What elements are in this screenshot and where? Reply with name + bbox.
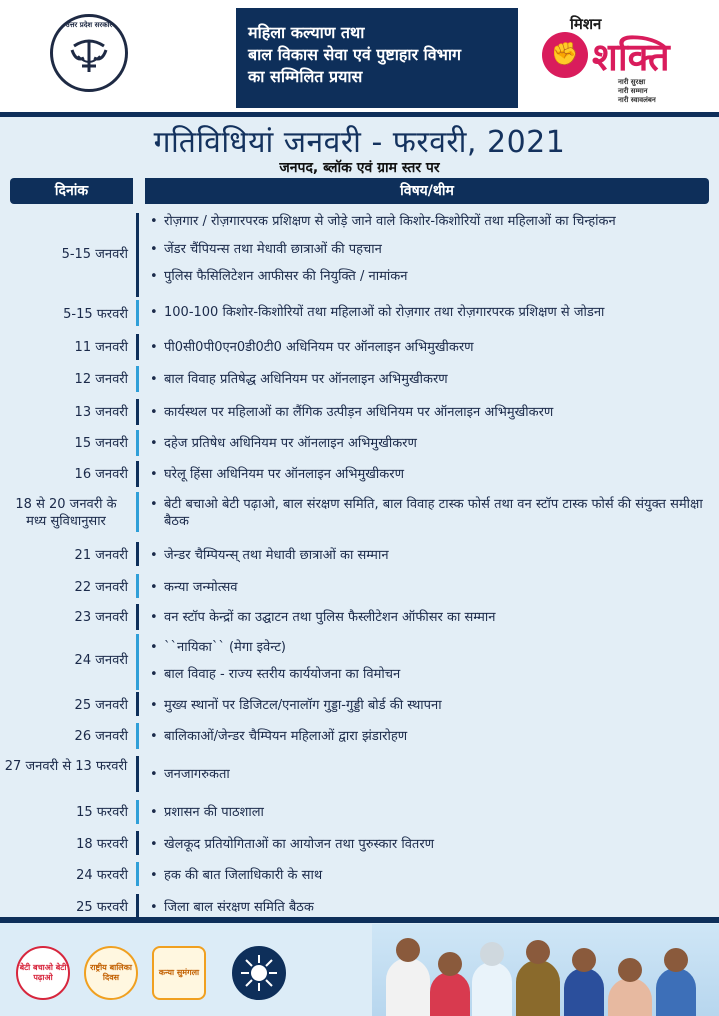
emblem-text: उत्तर प्रदेश सरकार xyxy=(65,21,113,29)
row-date: 18 से 20 जनवरी के मध्य सुविधानुसार xyxy=(15,497,117,529)
row-topic-item: • दहेज प्रतिषेध अधिनियम पर ऑनलाइन अभिमुखीकरण xyxy=(150,435,710,452)
row-topic-item: • 100-100 किशोर-किशोरियों तथा महिलाओं को रोज़गार तथा रोज़गारपरक प्रशिक्षण से जोडना xyxy=(150,304,710,321)
header-divider xyxy=(0,112,719,117)
row-divider-bar xyxy=(136,542,139,566)
row-date: 15 फरवरी xyxy=(76,805,128,820)
person-figure xyxy=(472,962,512,1016)
row-topic-item: • प्रशासन की पाठशाला xyxy=(150,804,710,821)
row-topic-item: • बालिकाओं/जेन्डर चैम्पियन महिलाओं द्वारा झंडारोहण xyxy=(150,728,710,745)
row-topic-item: • पुलिस फैसिलिटेशन आफीसर की नियुक्ति / नामांकन xyxy=(150,268,710,285)
row-date: 25 जनवरी xyxy=(74,698,128,713)
row-date: 26 जनवरी xyxy=(74,729,128,744)
row-topic-item: • खेलकूद प्रतियोगिताओं का आयोजन तथा पुरुस्कार वितरण xyxy=(150,836,710,853)
mission-tag-1: नारी सुरक्षा xyxy=(618,78,646,86)
row-topic-item: • ``नायिका`` (मेगा इवेन्ट) xyxy=(150,639,710,656)
row-topic-item: • कन्या जन्मोत्सव xyxy=(150,579,710,596)
beti-bachao-logo xyxy=(16,946,70,1000)
row-date: 18 फरवरी xyxy=(76,837,128,852)
row-divider-bar xyxy=(136,430,139,456)
row-divider-bar xyxy=(136,756,139,792)
icds-icon xyxy=(237,951,281,995)
row-topic-item: • पी0सी0पी0एन0डी0टी0 अधिनियम पर ऑनलाइन अभिमुखीकरण xyxy=(150,339,710,356)
row-date: 24 फरवरी xyxy=(76,868,128,883)
row-date: 11 जनवरी xyxy=(74,340,128,355)
row-date: 24 जनवरी xyxy=(74,653,128,668)
row-date: 13 जनवरी xyxy=(74,405,128,420)
row-divider-bar xyxy=(136,461,139,487)
kanya-sumangala-logo xyxy=(152,946,206,1000)
row-date: 25 फरवरी xyxy=(76,900,128,915)
person-figure xyxy=(608,978,652,1016)
row-divider-bar xyxy=(136,723,139,749)
row-date: 16 जनवरी xyxy=(74,467,128,482)
mission-tag-3: नारी स्वावलंबन xyxy=(618,96,656,104)
row-topic-item: • जेंडर चैंपियन्स तथा मेधावी छात्राओं की पहचान xyxy=(150,241,710,258)
fist-icon: ✊ xyxy=(542,32,588,78)
row-topic-item: • घरेलू हिंसा अधिनियम पर ऑनलाइन अभिमुखीकरण xyxy=(150,466,710,483)
emblem-icon xyxy=(64,28,114,78)
person-figure xyxy=(386,958,430,1016)
row-divider-bar xyxy=(136,604,139,630)
row-divider-bar xyxy=(136,894,139,918)
row-topic-item: • बेटी बचाओ बेटी पढ़ाओ, बाल संरक्षण समिति, बाल विवाह टास्क फोर्स तथा वन स्टॉप टास्क फोर्स की संयुक्त समीक्षा बैठक xyxy=(150,496,710,530)
row-divider-bar xyxy=(136,334,139,360)
row-topic-item: • बाल विवाह प्रतिषेद्ध अधिनियम पर ऑनलाइन अभिमुखीकरण xyxy=(150,371,710,388)
row-topic-item: • हक की बात जिलाधिकारी के साथ xyxy=(150,867,710,884)
up-government-emblem xyxy=(50,14,128,92)
department-banner xyxy=(236,8,518,108)
page-subtitle: जनपद, ब्लॉक एवं ग्राम स्तर पर xyxy=(279,160,440,176)
row-topic-item: • बाल विवाह - राज्य स्तरीय कार्ययोजना का विमोचन xyxy=(150,666,710,683)
row-divider-bar xyxy=(136,300,139,326)
state-logo-area xyxy=(0,0,230,115)
row-divider-bar xyxy=(136,399,139,425)
row-divider-bar xyxy=(136,634,139,690)
person-figure xyxy=(656,968,696,1016)
mission-shakti-logo xyxy=(534,10,709,108)
row-divider-bar xyxy=(136,831,139,855)
shakti-label: शक्ति xyxy=(592,34,670,79)
row-topic-item: • रोज़गार / रोज़गारपरक प्रशिक्षण से जोड़े जाने वाले किशोर-किशोरियों तथा महिलाओं का चिन्हांकन xyxy=(150,213,710,230)
date-column-header: दिनांक xyxy=(10,178,133,204)
person-figure xyxy=(564,968,604,1016)
person-figure xyxy=(516,960,560,1016)
row-date: 23 जनवरी xyxy=(74,610,128,625)
row-topic-item: • वन स्टॉप केन्द्रों का उद्घाटन तथा पुलिस फैस्लीटेशन ऑफीसर का सम्मान xyxy=(150,609,710,626)
row-topic-item: • जेन्डर चैम्पियन्स् तथा मेधावी छात्राओं का सम्मान xyxy=(150,547,710,564)
row-date: 15 जनवरी xyxy=(74,436,128,451)
row-date: 5-15 जनवरी xyxy=(61,247,128,262)
page-title: गतिविधियां जनवरी - फरवरी, 2021 xyxy=(153,125,566,160)
row-divider-bar xyxy=(136,800,139,824)
row-divider-bar xyxy=(136,574,139,598)
row-topic-item: • मुख्य स्थानों पर डिजिटल/एनालॉग गुड्डा-गुड्डी बोर्ड की स्थापना xyxy=(150,697,710,714)
row-topic-item: • कार्यस्थल पर महिलाओं का लैंगिक उत्पीड़न अधिनियम पर ऑनलाइन अभिमुखीकरण xyxy=(150,404,710,421)
topic-column-header: विषय/थीम xyxy=(145,178,709,204)
row-date: 5-15 फरवरी xyxy=(63,307,128,322)
balika-diwas-logo xyxy=(84,946,138,1000)
row-divider-bar xyxy=(136,862,139,886)
mission-label: मिशन xyxy=(570,15,602,33)
row-topic-item: • जिला बाल संरक्षण समिति बैठक xyxy=(150,899,710,916)
row-date: 12 जनवरी xyxy=(74,372,128,387)
row-divider-bar xyxy=(136,692,139,716)
row-date: 27 जनवरी से 13 फरवरी xyxy=(4,759,128,774)
department-line-2: बाल विकास सेवा एवं पुष्टाहार विभाग xyxy=(248,45,462,64)
row-date: 22 जनवरी xyxy=(74,580,128,595)
icds-logo xyxy=(232,946,286,1000)
women-collage-photo xyxy=(372,924,719,1016)
beti-bachao-label: बेटी बचाओ बेटी पढ़ाओ xyxy=(19,963,67,982)
row-divider-bar xyxy=(136,492,139,532)
row-divider-bar xyxy=(136,213,139,297)
kanya-sumangala-label: कन्या सुमंगला xyxy=(158,968,200,977)
balika-diwas-label: राष्ट्रीय बालिका दिवस xyxy=(90,963,132,982)
department-line-3: का सम्मिलित प्रयास xyxy=(248,67,363,86)
row-divider-bar xyxy=(136,366,139,392)
person-figure xyxy=(430,972,470,1016)
row-date: 21 जनवरी xyxy=(74,548,128,563)
row-topic-item: • जनजागरुकता xyxy=(150,766,710,783)
mission-tag-2: नारी सम्मान xyxy=(618,87,648,95)
department-line-1: महिला कल्याण तथा xyxy=(248,23,365,42)
